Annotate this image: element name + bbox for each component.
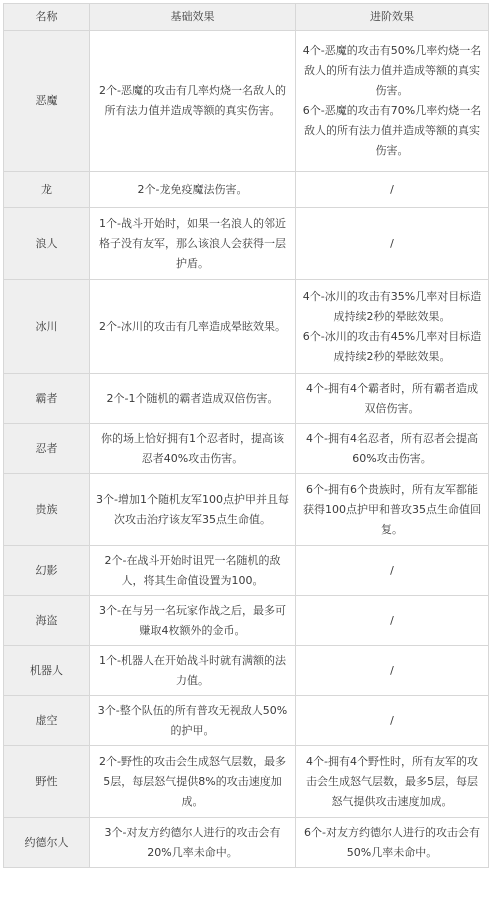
trait-name: 霸者 <box>4 374 90 424</box>
table-row <box>4 474 489 546</box>
advanced-effect: / <box>296 546 489 596</box>
advanced-effect-line: 6个-恶魔的攻击有70%几率灼烧一名敌人的所有法力值并造成等额的真实伤害。 <box>302 104 482 157</box>
base-effect: 2个-冰川的攻击有几率造成晕眩效果。 <box>90 280 296 374</box>
header-row <box>4 4 489 31</box>
table-row <box>4 280 489 374</box>
base-effect: 2个-恶魔的攻击有几率灼烧一名敌人的所有法力值并造成等额的真实伤害。 <box>90 31 296 172</box>
advanced-effect: / <box>296 646 489 696</box>
base-effect: 1个-机器人在开始战斗时就有满额的法力值。 <box>90 646 296 696</box>
trait-name: 幻影 <box>4 546 90 596</box>
base-effect: 2个-龙免疫魔法伤害。 <box>90 172 296 208</box>
trait-name: 龙 <box>4 172 90 208</box>
advanced-effect: 4个-拥有4个霸者时，所有霸者造成双倍伤害。 <box>296 374 489 424</box>
trait-name: 冰川 <box>4 280 90 374</box>
trait-name: 浪人 <box>4 208 90 280</box>
trait-name: 机器人 <box>4 646 90 696</box>
base-effect: 2个-在战斗开始时诅咒一名随机的敌人，将其生命值设置为100。 <box>90 546 296 596</box>
table-row <box>4 424 489 474</box>
trait-name: 野性 <box>4 746 90 818</box>
base-effect: 3个-在与另一名玩家作战之后，最多可赚取4枚额外的金币。 <box>90 596 296 646</box>
trait-name: 贵族 <box>4 474 90 546</box>
trait-name: 虚空 <box>4 696 90 746</box>
advanced-effect <box>296 31 489 172</box>
base-effect: 3个-增加1个随机友军100点护甲并且每次攻击治疗该友军35点生命值。 <box>90 474 296 546</box>
advanced-effect: 6个-对友方约德尔人进行的攻击会有50%几率未命中。 <box>296 818 489 868</box>
table-row <box>4 374 489 424</box>
table-row <box>4 546 489 596</box>
advanced-effect: 4个-拥有4名忍者，所有忍者会提高60%攻击伤害。 <box>296 424 489 474</box>
advanced-effect-line: 4个-冰川的攻击有35%几率对目标造成持续2秒的晕眩效果。 <box>302 289 482 323</box>
table-row <box>4 696 489 746</box>
advanced-effect: 6个-拥有6个贵族时，所有友军都能获得100点护甲和普攻35点生命值回复。 <box>296 474 489 546</box>
trait-name: 约德尔人 <box>4 818 90 868</box>
base-effect: 3个-整个队伍的所有普攻无视敌人50%的护甲。 <box>90 696 296 746</box>
trait-name: 忍者 <box>4 424 90 474</box>
table-row <box>4 646 489 696</box>
header-base-effect: 基础效果 <box>90 4 296 31</box>
trait-name: 恶魔 <box>4 31 90 172</box>
table-row <box>4 208 489 280</box>
trait-name: 海盗 <box>4 596 90 646</box>
advanced-effect: / <box>296 596 489 646</box>
base-effect: 3个-对友方约德尔人进行的攻击会有20%几率未命中。 <box>90 818 296 868</box>
header-name: 名称 <box>4 4 90 31</box>
advanced-effect: / <box>296 696 489 746</box>
base-effect: 2个-野性的攻击会生成怒气层数，最多5层，每层怒气提供8%的攻击速度加成。 <box>90 746 296 818</box>
table-row <box>4 31 489 172</box>
base-effect: 1个-战斗开始时，如果一名浪人的邻近格子没有友军，那么该浪人会获得一层护盾。 <box>90 208 296 280</box>
advanced-effect-line: 4个-恶魔的攻击有50%几率灼烧一名敌人的所有法力值并造成等额的真实伤害。 <box>302 44 482 97</box>
base-effect: 2个-1个随机的霸者造成双倍伤害。 <box>90 374 296 424</box>
base-effect: 你的场上恰好拥有1个忍者时，提高该忍者40%攻击伤害。 <box>90 424 296 474</box>
advanced-effect: / <box>296 208 489 280</box>
advanced-effect-line: 6个-冰川的攻击有45%几率对目标造成持续2秒的晕眩效果。 <box>302 329 482 363</box>
table-row <box>4 172 489 208</box>
advanced-effect: 4个-拥有4个野性时，所有友军的攻击会生成怒气层数，最多5层，每层怒气提供攻击速度加成。 <box>296 746 489 818</box>
traits-table <box>3 3 489 868</box>
advanced-effect: / <box>296 172 489 208</box>
table-row <box>4 818 489 868</box>
table-row <box>4 746 489 818</box>
table-row <box>4 596 489 646</box>
advanced-effect <box>296 280 489 374</box>
header-advanced-effect: 进阶效果 <box>296 4 489 31</box>
